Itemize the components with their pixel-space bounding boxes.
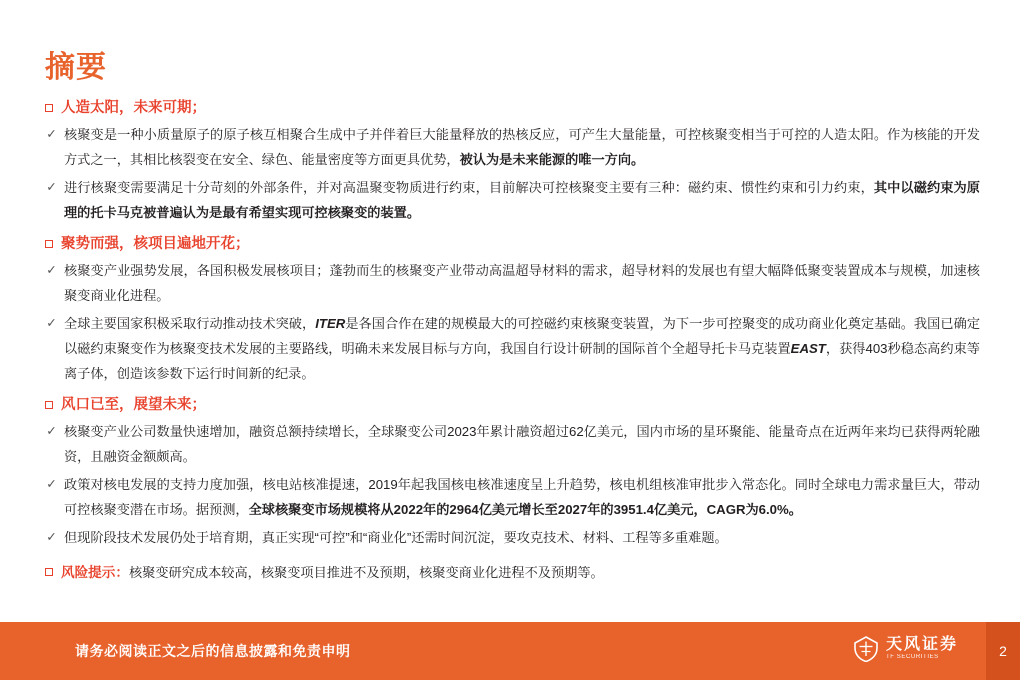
- risk-disclosure: [45, 562, 980, 583]
- footer-disclaimer: 请务必阅读正文之后的信息披露和免责申明: [75, 643, 351, 659]
- page-number: 2: [999, 643, 1007, 659]
- page-number-box: [986, 622, 1020, 680]
- square-outline-icon: [45, 401, 53, 409]
- bullet-item: [45, 525, 980, 550]
- bullet-text: 全球主要国家积极采取行动推动技术突破，ITER是各国合作在建的规模最大的可控磁约束核聚变装置，为下一步可控聚变的成功商业化奠定基础。我国已确定以磁约束聚变作为核聚变技术发展的主要路线，明确未来发展目标与方向，我国自行设计研制的国际首个全超导托卡马克装置EAST，获得403秒稳态高约束等离子体，创造该参数下运行时间新的纪录。: [64, 316, 981, 381]
- square-outline-icon: [45, 240, 53, 248]
- company-logo: [853, 636, 958, 662]
- bullet-text: 核聚变是一种小质量原子的原子核互相聚合生成中子并伴着巨大能量释放的热核反应，可产生大量能量，可控核聚变相当于可控的人造太阳。作为核能的开发方式之一，其相比核裂变在安全、绿色、能量密度等方面更具优势，被认为是未来能源的唯一方向。: [64, 127, 980, 167]
- check-icon: ✓: [46, 263, 57, 277]
- logo-text-cn: 天风证券: [885, 636, 958, 653]
- section-block: [45, 395, 980, 550]
- bullet-text: 核聚变产业强势发展，各国积极发展核项目；蓬勃而生的核聚变产业带动高温超导材料的需求，超导材料的发展也有望大幅降低聚变装置成本与规模，加速核聚变商业化进程。: [64, 263, 980, 303]
- section-heading-label: 人造太阳，未来可期；: [61, 100, 206, 116]
- section-heading: [45, 395, 980, 415]
- bullet-item: [45, 258, 980, 308]
- square-outline-icon: [45, 104, 53, 112]
- check-icon: ✓: [46, 180, 57, 194]
- bullet-text: 核聚变产业公司数量快速增加，融资总额持续增长，全球聚变公司2023年累计融资超过62亿美元，国内市场的星环聚能、能量奇点在近两年来均已获得两轮融资，且融资金额颇高。: [64, 424, 980, 464]
- bullet-text: 但现阶段技术发展仍处于培育期，真正实现“可控”和“商业化”还需时间沉淀，要攻克技术、材料、工程等多重难题。: [64, 530, 728, 545]
- slide-content: [45, 98, 980, 583]
- logo-mark-icon: [853, 636, 879, 662]
- risk-label: 风险提示：: [61, 565, 129, 580]
- bullet-item: [45, 175, 980, 225]
- bullet-item: [45, 122, 980, 172]
- bullet-item: [45, 419, 980, 469]
- page-title: 摘要: [45, 51, 107, 84]
- section-heading: [45, 98, 980, 118]
- section-heading-label: 聚势而强，核项目遍地开花；: [61, 236, 250, 252]
- section-heading-label: 风口已至，展望未来；: [61, 397, 206, 413]
- check-icon: ✓: [46, 127, 57, 141]
- check-icon: ✓: [46, 477, 57, 491]
- bullet-item: [45, 472, 980, 522]
- section-block: [45, 234, 980, 386]
- check-icon: ✓: [46, 316, 57, 330]
- section-heading: [45, 234, 980, 254]
- bullet-text: 进行核聚变需要满足十分苛刻的外部条件，并对高温聚变物质进行约束，目前解决可控核聚变主要有三种：磁约束、惯性约束和引力约束，其中以磁约束为原理的托卡马克被普遍认为是最有希望实现可控核聚变的装置。: [64, 180, 980, 220]
- bullet-item: [45, 311, 980, 386]
- bullet-text: 政策对核电发展的支持力度加强，核电站核准提速，2019年起我国核电核准速度呈上升趋势，核电机组核准审批步入常态化。同时全球电力需求量巨大，带动可控核聚变潜在市场。据预测，全球核聚变市场规模将从2022年的2964亿美元增长至2027年的3951.4亿美元，CAGR为6.0%。: [64, 477, 980, 517]
- footer-bar: [0, 622, 1020, 680]
- risk-text: 核聚变研究成本较高，核聚变项目推进不及预期，核聚变商业化进程不及预期等。: [128, 565, 604, 580]
- check-icon: ✓: [46, 424, 57, 438]
- logo-text-en: TF SECURITIES: [885, 654, 939, 660]
- square-outline-icon: [45, 568, 53, 576]
- left-accent-bar: [0, 0, 10, 680]
- section-block: [45, 98, 980, 225]
- check-icon: ✓: [46, 530, 57, 544]
